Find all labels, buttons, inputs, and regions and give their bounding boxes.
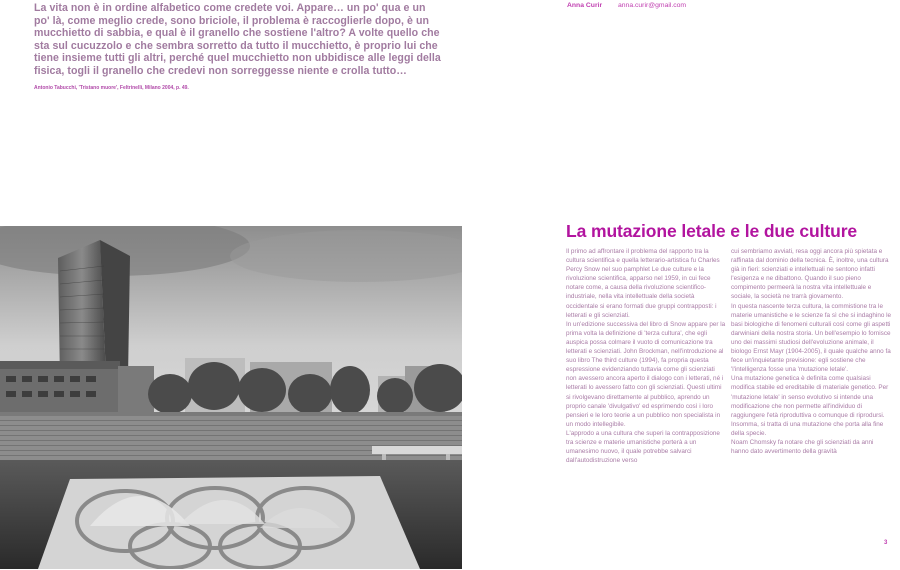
- paragraph: cui sembriamo avviati, resa oggi ancora più spietata e raffinata dal dominio della tecnica. È, inoltre, una cultura già in fieri: scienziati e intellettuali ne sentono infatti l'esigenza e ne dibattono. Quando il suo pieno compimento permeerà la nostra vita intellettuale e sociale, la società ne trarrà giovamento.: [731, 248, 889, 301]
- author-email: anna.curir@gmail.com: [618, 2, 687, 9]
- paragraph: L'approdo a una cultura che superi la contrapposizione tra scienze e materie umanistiche porterà a un umanesimo nuovo, il quale potrebbe salvarci dall'autodistruzione verso: [566, 429, 720, 465]
- article-column-right: [731, 247, 892, 456]
- article-title: La mutazione letale e le due culture: [566, 221, 858, 241]
- epigraph-source: Antonio Tabucchi, 'Tristano muore', Feltrinelli, Milano 2004, p. 49.: [34, 85, 189, 91]
- page-number: 3: [884, 540, 888, 546]
- paragraph: Il primo ad affrontare il problema del rapporto tra la cultura scientifica e quella letterario-artistica fu Charles Percy Snow nel suo pamphlet Le due culture e la rivoluzione scientifica, apparso nel 1959, in cui fece notare come, a causa della rivoluzione scientifico-industriale, nella vita intellettuale della società occidentale si erano formati due gruppi contrapposti: i letterati e gli scienziati.: [566, 248, 720, 319]
- paragraph: Noam Chomsky fa notare che gli scienziati da anni hanno dato avvertimento della gravità: [731, 438, 874, 456]
- epigraph-quote: La vita non è in ordine alfabetico come credete voi. Appare… un po' qua e un po' là, come meglio crede, sono briciole, il problema è raccoglierle dopo, è un mucchietto di sabbia, e qual è il granello che sostiene l'altro? A volte quello che sta sul cucuzzolo e che sembra sorretto da tutto il mucchietto, è proprio lui che tiene insieme tutti gli altri, perché quel mucchietto non ubbidisce alle leggi della fisica, togli il granello che credevi non sorreggesse niente e crolla tutto…: [34, 2, 441, 77]
- cityscape-photo: [0, 226, 462, 569]
- article-column-left: [566, 247, 727, 465]
- author-name: Anna Curir: [567, 2, 603, 9]
- paragraph: Una mutazione genetica è definita come qualsiasi modifica stabile ed ereditabile di materiale genetico. Per 'mutazione letale' in senso evolutivo si intende una modificazione che non permette all'individuo di raggiungere l'età riproduttiva o comunque di riprodursi. Insomma, si tratta di una mutazione che porta alla fine della specie.: [731, 375, 889, 437]
- paragraph: In un'edizione successiva del libro di Snow appare per la prima volta la definizione di 'terza cultura', che egli auspica possa colmare il vuoto di comunicazione tra letterati e scienziati. John Brockman, nell'introduzione al suo libro The third culture (1994), fa propria questa espressione evidenziando tuttavia come gli scienziati non avessero ancora aperto il dialogo con i letterati, né i letterati lo avessero fatto con gli scienziati. Questi ultimi si rivolgevano direttamente al pubblico, aprendo un proprio canale 'divulgativo' ed esprimendo così i loro pensieri e le loro teorie a un pubblico non specialista in un modo intellegibile.: [566, 320, 726, 428]
- paragraph: In questa nascente terza cultura, la commistione tra le materie umanistiche e le scienze fa sì che si indaghino le basi biologiche di fenomeni culturali così come gli aspetti darwiniani della nostra storia. Un bell'esempio lo fornisce uno dei massimi studiosi dell'evoluzione animale, il biologo Ernst Mayr (1904-2005), il quale qualche anno fa fece un'inquietante previsione: egli sostiene che 'l'intelligenza fosse una 'mutazione letale'.: [731, 302, 892, 374]
